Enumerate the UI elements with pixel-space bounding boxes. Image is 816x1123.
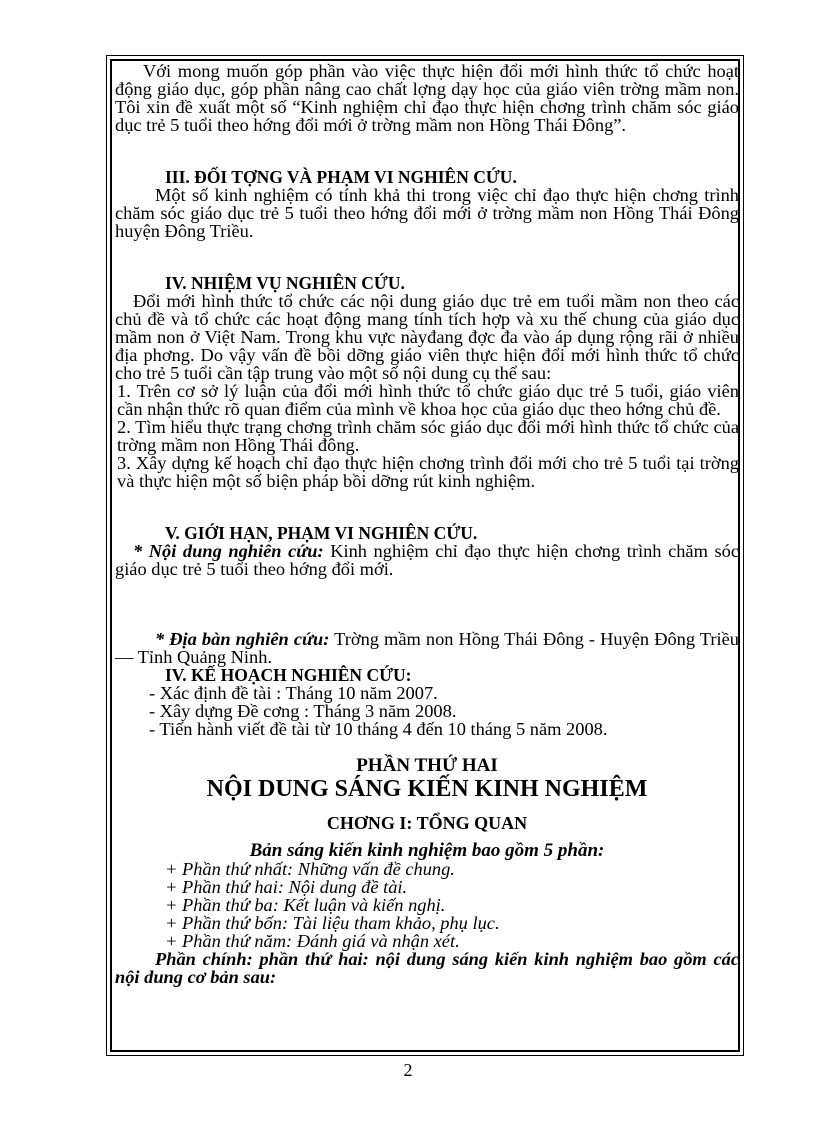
part-item-4: + Phần thứ bốn: Tài liệu tham khảo, phụ lục. (165, 913, 500, 933)
plan-item-2: - Xây dựng Đề cơng : Tháng 3 năm 2008. (149, 701, 457, 721)
document-body (115, 62, 739, 986)
plan-item-3: - Tiến hành viết đề tài từ 10 tháng 4 đến 10 tháng 5 năm 2008. (149, 719, 608, 739)
section-5-content-text: Kinh nghiệm chỉ đạo thực hiện chơng trình chăm sóc giáo dục trẻ 5 tuổi theo hớng đổi mới. (115, 541, 739, 579)
section-5-area-label: * Địa bàn nghiên cứu: (155, 629, 330, 649)
page-number: 2 (403, 1060, 413, 1080)
part-two-label: PHẦN THỨ HAI (356, 755, 498, 776)
section-4-text: Đổi mới hình thức tổ chức các nội dung giáo dục trẻ em tuổi mầm non theo các chủ đề và tổ chức các hoạt động mang tính tích hợp và xu thế chung của giáo dục mầm non ở Việt Nam. Trong khu vực nàyđang đợc đa vào áp dụng rộng rãi ở nhiều địa phơng. Do vậy vấn đề bồi dỡng giáo viên thực hiện đổi mới hình thức tổ chức cho trẻ 5 tuổi cần tập trung vào một số nội dung cụ thể sau: (115, 291, 739, 383)
closing-paragraph: Phần chính: phần thứ hai: nội dung sáng kiến kinh nghiệm bao gồm các nội dung cơ bản sau: (115, 949, 739, 987)
part-two-title: NỘI DUNG SÁNG KIẾN KINH NGHIỆM (206, 776, 648, 802)
part-item-1: + Phần thứ nhất: Những vấn đề chung. (165, 859, 455, 879)
section-5-content (115, 542, 739, 578)
section-5-heading: V. GIỚI HẠN, PHẠM VI NGHIÊN CỨU. (165, 523, 478, 543)
section-3-text: Một số kinh nghiệm có tính khả thi trong việc chỉ đạo thực hiện chơng trình chăm sóc giáo dục trẻ 5 tuổi theo hớng đổi mới ở trờng mầm non Hồng Thái Đông huyện Đông Triều. (115, 185, 739, 241)
section-4-item-1: 1. Trên cơ sở lý luận của đổi mới hình thức tổ chức giáo dục trẻ 5 tuổi, giáo viên cần nhận thức rõ quan điểm của mình về khoa học của giáo dục theo hớng chủ đề. (117, 381, 739, 419)
section-5-area (115, 630, 739, 666)
section-3-heading: III. ĐỐI TỢNG VÀ PHẠM VI NGHIÊN CỨU. (165, 167, 517, 187)
section-5-content-label: * Nội dung nghiên cứu: (133, 541, 324, 561)
part-item-3: + Phần thứ ba: Kết luận và kiến nghị. (165, 895, 446, 915)
intro-paragraph: Với mong muốn góp phần vào việc thực hiện đổi mới hình thức tổ chức hoạt động giáo dục, góp phần nâng cao chất lợng dạy học của giáo viên trờng mầm non. Tôi xin đề xuất một số “Kinh nghiệm chỉ đạo thực hiện chơng trình chăm sóc giáo dục trẻ 5 tuổi theo hớng đổi mới ở trờng mầm non Hồng Thái Đông”. (115, 61, 739, 135)
part-item-2: + Phần thứ hai: Nội dung đề tài. (165, 877, 408, 897)
section-4-item-3: 3. Xây dựng kế hoạch chỉ đạo thực hiện chơng trình đổi mới cho trẻ 5 tuổi tại trờng và thực hiện một số biện pháp bồi dỡng rút kinh nghiệm. (117, 453, 739, 491)
section-4-heading: IV. NHIỆM VỤ NGHIÊN CỨU. (165, 273, 405, 293)
section-6-heading: IV. KẾ HOẠCH NGHIÊN CỨU: (165, 665, 412, 685)
chapter-title: CHƠNG I: TỔNG QUAN (326, 813, 528, 833)
structure-subtitle: Bản sáng kiến kinh nghiệm bao gồm 5 phần: (249, 840, 605, 861)
plan-item-1: - Xác định đề tài : Tháng 10 năm 2007. (149, 683, 438, 703)
section-5-area-text: Trờng mầm non Hồng Thái Đông - Huyện Đông Triều — Tỉnh Quảng Ninh. (115, 629, 739, 667)
section-4-item-2: 2. Tìm hiểu thực trạng chơng trình chăm sóc giáo dục đổi mới hình thức tổ chức của trờng mầm non Hồng Thái đông. (117, 417, 739, 455)
part-item-5: + Phần thứ năm: Đánh giá và nhận xét. (165, 931, 460, 951)
